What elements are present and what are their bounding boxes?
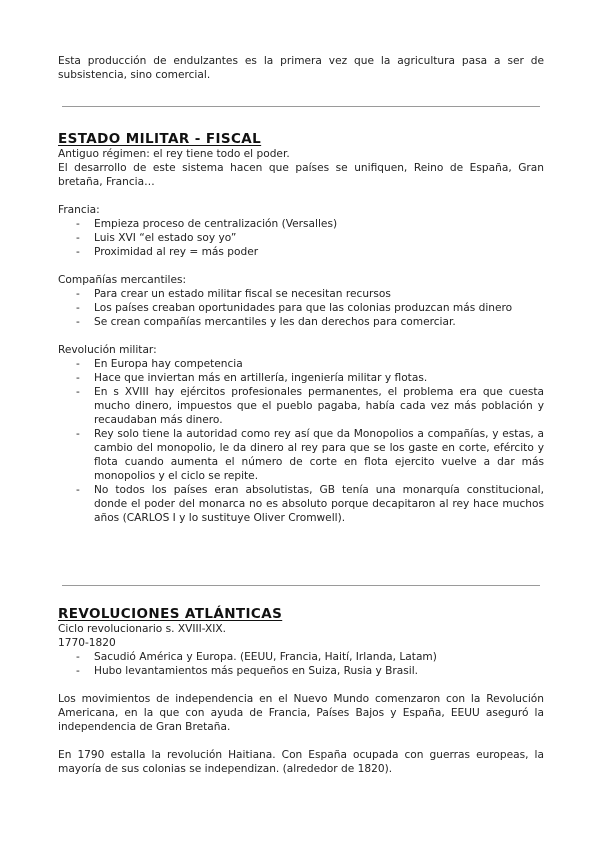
line-antiguo-regimen: Antiguo régimen: el rey tiene todo el poder.	[58, 148, 290, 160]
section-revoluciones-atlanticas	[58, 607, 544, 776]
line-ciclo: Ciclo revolucionario s. XVIII-XIX.	[58, 623, 227, 635]
paragraph-haiti: En 1790 estalla la revolución Haitiana. Con España ocupada con guerras europeas, la mayoría de sus colonias se independizan. (alrededor de 1820).	[58, 749, 544, 775]
list-item: - No todos los países eran absolutistas, GB tenía una monarquía constitucional, donde el poder del monarca no es absoluto porque decapitaron al rey hace muchos años (CARLOS I y lo sustituye Oliver Cromwell).	[94, 483, 544, 525]
line-desarrollo: El desarrollo de este sistema hacen que países se unifiquen, Reino de España, Gran bretaña, Francia…	[58, 162, 544, 188]
list-item: - Sacudió América y Europa. (EEUU, Francia, Haití, Irlanda, Latam)	[94, 650, 544, 664]
list-item: - Para crear un estado militar fiscal se necesitan recursos	[94, 287, 544, 301]
paragraph-independencia: Los movimientos de independencia en el Nuevo Mundo comenzaron con la Revolución Americana, en la que con ayuda de Francia, Países Bajos y España, EEUU aseguró la independencia de Gran Bretaña.	[58, 693, 544, 733]
list-item: - En Europa hay competencia	[94, 357, 544, 371]
line-fechas: 1770-1820	[58, 637, 116, 649]
list-item: - Rey solo tiene la autoridad como rey así que da Monopolios a compañías, y estas, a cambio del monopolio, le da dinero al rey para que se los gaste en corte, efército y flota cuando aumenta el número de corte en flota ejercito vuelve a dar más monopolios y el ciclo se repite.	[94, 427, 544, 483]
section-title-estado-militar: ESTADO MILITAR - FISCAL	[58, 131, 262, 147]
list-item: - Luis XVI “el estado soy yo”	[94, 231, 544, 245]
list-item: - Se crean compañías mercantiles y les dan derechos para comerciar.	[94, 315, 544, 329]
list-item: - Empieza proceso de centralización (Versalles)	[94, 217, 544, 231]
section-divider-1	[62, 106, 540, 107]
intro-block	[58, 54, 544, 82]
section-divider-2	[62, 585, 540, 586]
list-item: - Hace que inviertan más en artillería, ingeniería militar y flotas.	[94, 371, 544, 385]
section-estado-militar	[58, 132, 544, 525]
label-companias: Compañías mercantiles:	[58, 274, 187, 286]
list-francia	[58, 217, 544, 259]
list-item: - Hubo levantamientos más pequeños en Suiza, Rusia y Brasil.	[94, 664, 544, 678]
list-item: - Proximidad al rey = más poder	[94, 245, 544, 259]
section-title-revoluciones: REVOLUCIONES ATLÁNTICAS	[58, 606, 283, 622]
list-revolucion-militar	[58, 357, 544, 525]
list-item: - En s XVIII hay ejércitos profesionales permanentes, el problema era que cuesta mucho dinero, impuestos que el pueblo pagaba, había cada vez más población y recaudaban más dinero.	[94, 385, 544, 427]
list-item: - Los países creaban oportunidades para que las colonias produzcan más dinero	[94, 301, 544, 315]
intro-paragraph: Esta producción de endulzantes es la primera vez que la agricultura pasa a ser de subsistencia, sino comercial.	[58, 55, 544, 81]
label-revolucion-militar: Revolución militar:	[58, 344, 157, 356]
list-revoluciones	[58, 650, 544, 678]
label-francia: Francia:	[58, 204, 100, 216]
list-companias	[58, 287, 544, 329]
